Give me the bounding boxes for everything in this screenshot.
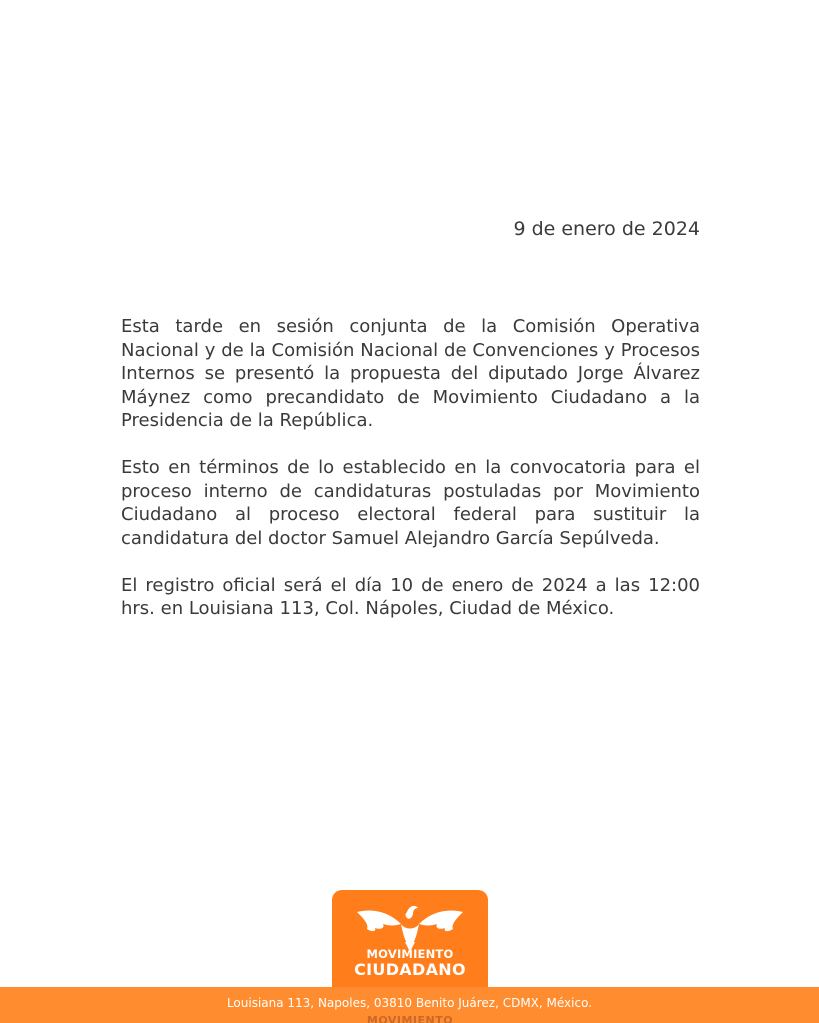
paragraph-3: El registro oficial será el día 10 de enero de 2024 a las 12:00 hrs. en Louisiana 113, Col. Nápoles, Ciudad de México.	[121, 574, 700, 619]
document-body	[121, 315, 700, 644]
footer-ghost-logo-text: MOVIMIENTO	[366, 1014, 454, 1023]
footer-address: Louisiana 113, Napoles, 03810 Benito Juárez, CDMX, México.	[226, 996, 593, 1010]
paragraph-1: Esta tarde en sesión conjunta de la Comisión Operativa Nacional y de la Comisión Nacional de Convenciones y Procesos Internos se presentó la propuesta del diputado Jorge Álvarez Máynez como precandidato de Movimiento Ciudadano a la Presidencia de la República.	[121, 316, 700, 431]
logo-text-movimiento: MOVIMIENTO	[366, 947, 454, 961]
paragraph-2: Esto en términos de lo establecido en la convocatoria para el proceso interno de candidaturas postuladas por Movimiento Ciudadano al proceso electoral federal para sustituir la candidatura del doctor Samuel Alejandro García Sepúlveda.	[121, 457, 700, 549]
logo-text-ciudadano: CIUDADANO	[354, 960, 466, 979]
eagle-icon	[355, 902, 465, 952]
document-date: 9 de enero de 2024	[513, 218, 700, 240]
